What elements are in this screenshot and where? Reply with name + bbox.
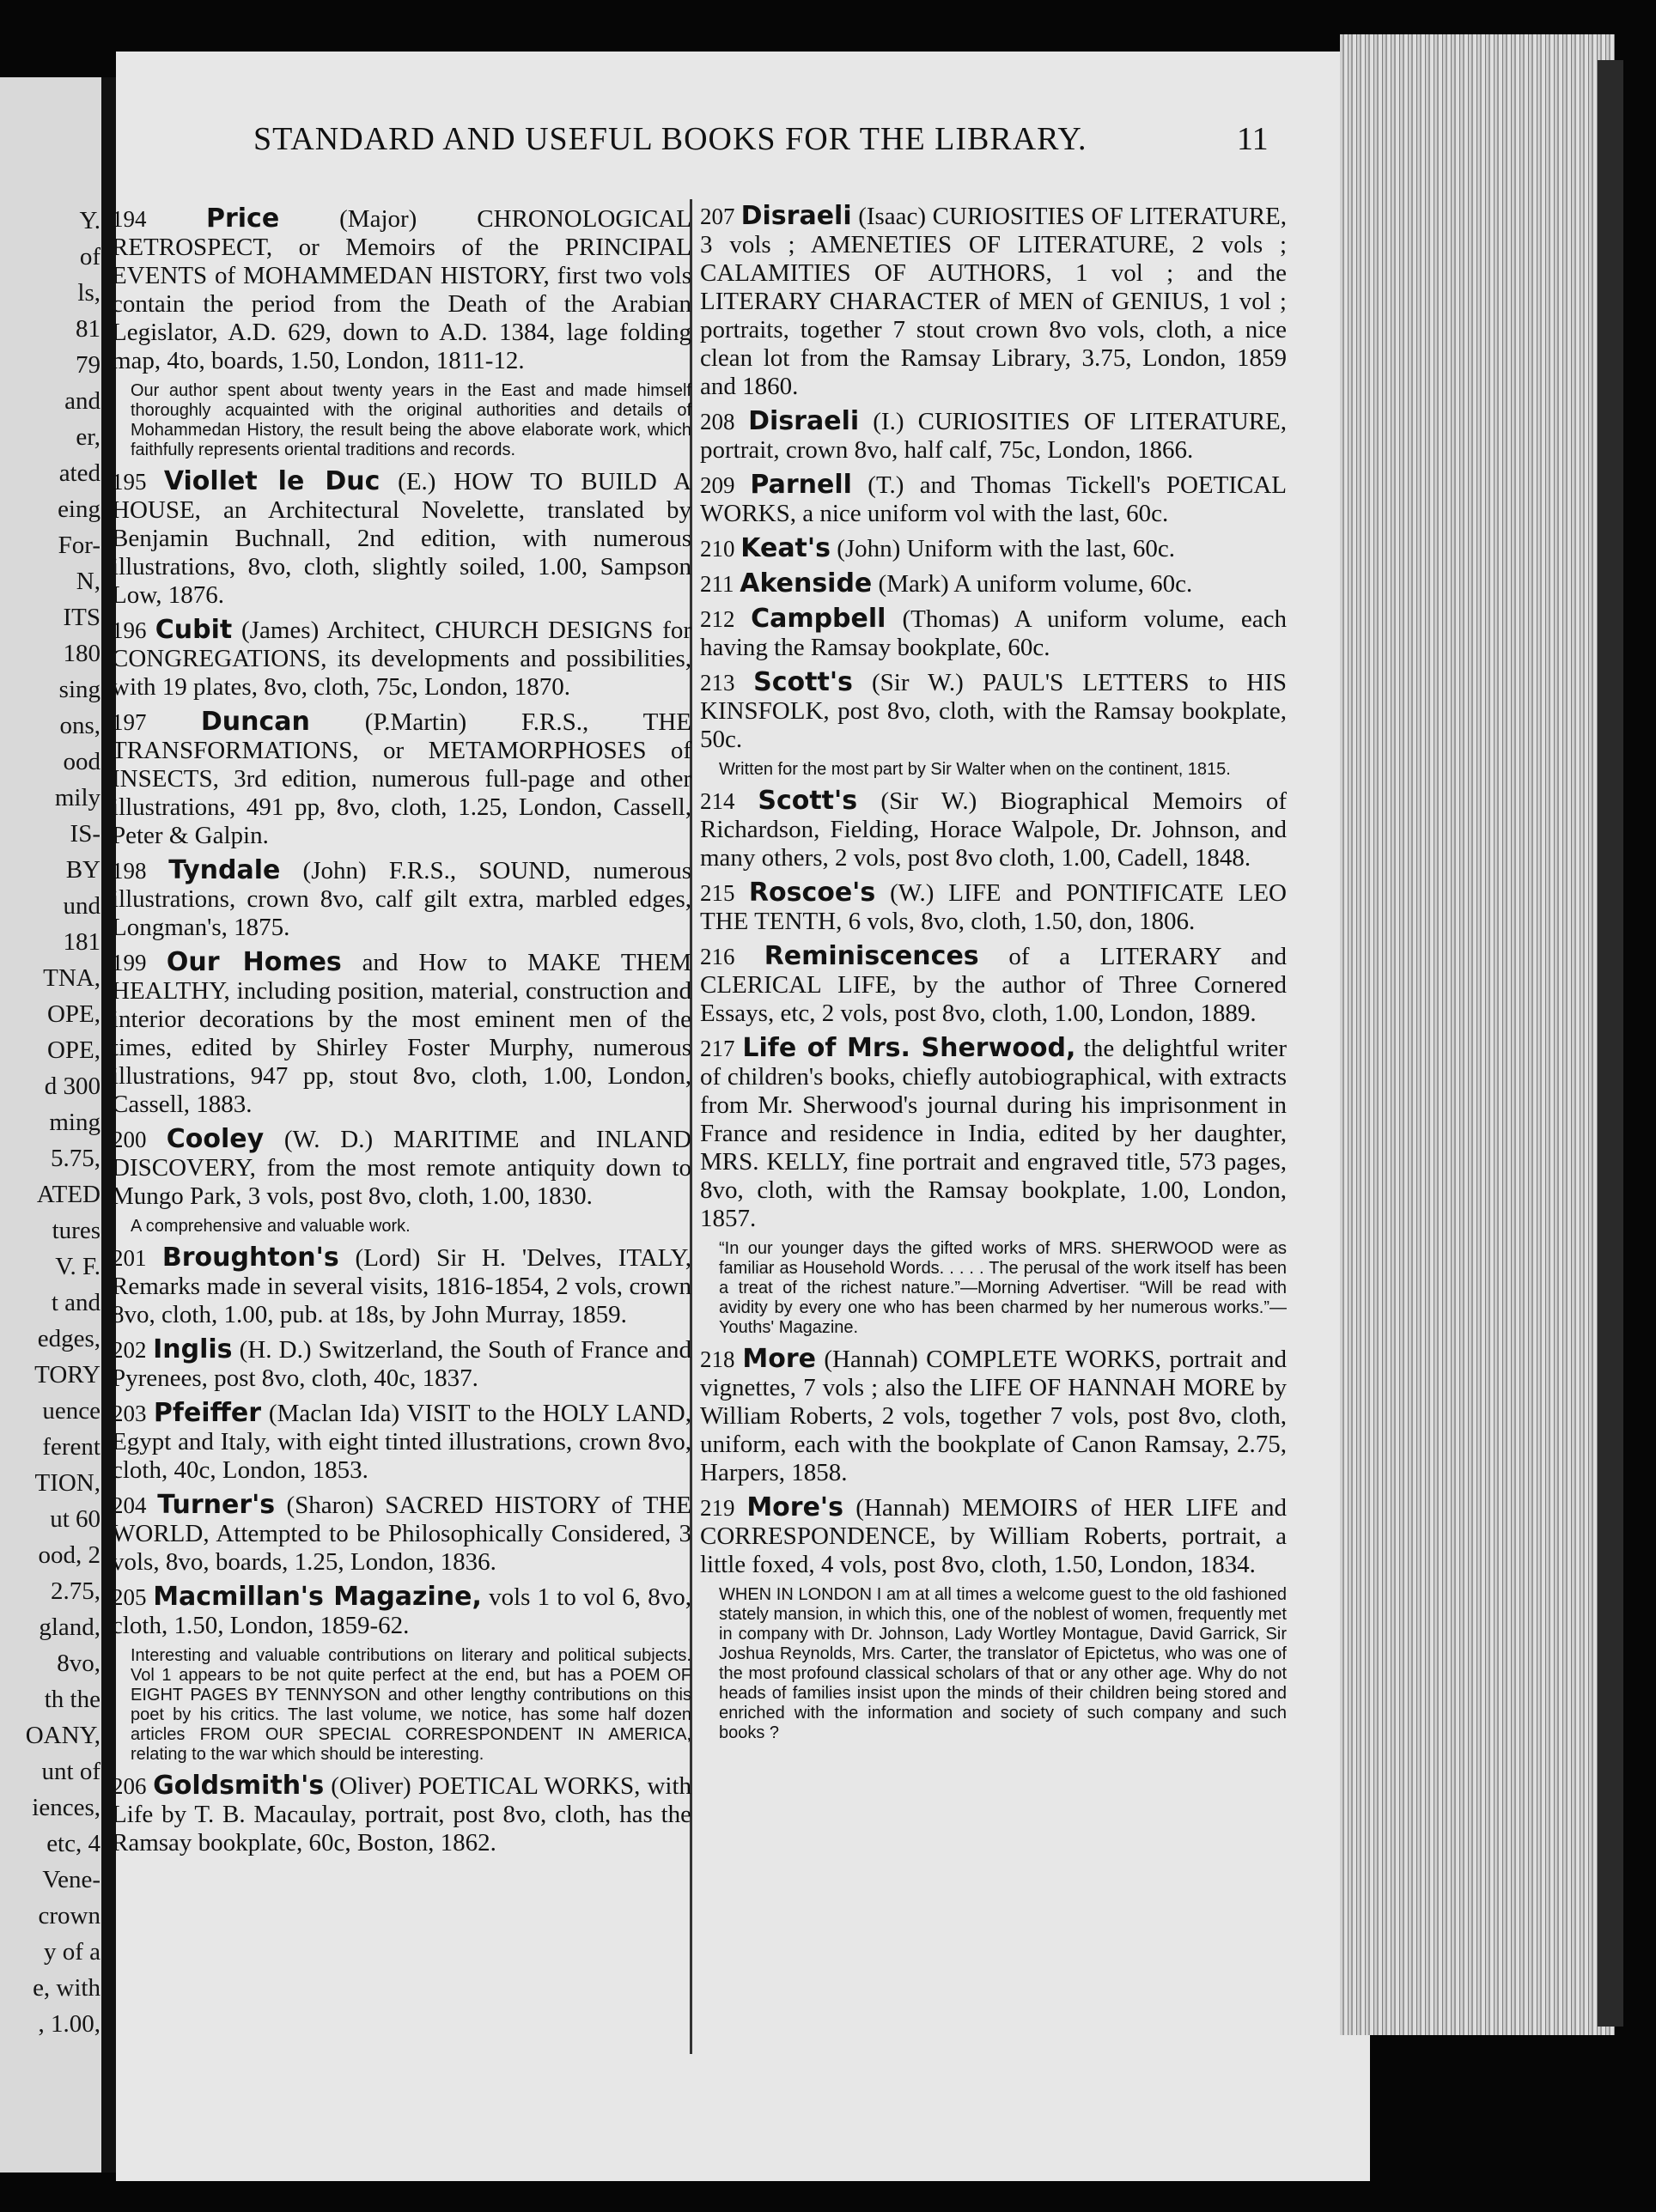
left-facing-page [0, 77, 107, 2172]
entry-description: (W.) LIFE and PONTIFICATE LEO THE TENTH, 6 vols, 8vo, cloth, 1.50, don, 1806. [700, 879, 1287, 935]
entry-number: 202 [112, 1337, 154, 1363]
left-page-fragment: ls, [77, 279, 100, 307]
catalog-entry [112, 948, 691, 1119]
entry-number: 215 [700, 880, 749, 906]
left-page-fragment: sing [58, 676, 100, 703]
catalog-entry [112, 856, 691, 942]
left-page-fragment: mily [54, 784, 100, 811]
left-page-fragment: eing [58, 495, 100, 523]
left-page-fragment: TORY [34, 1361, 100, 1389]
entry-author: Duncan [200, 707, 310, 737]
catalog-entry [700, 1034, 1287, 1233]
left-page-fragment: Y. [79, 207, 100, 234]
entry-description: (Sharon) SACRED HISTORY of THE WORLD, Attempted to be Philosophically Considered, 3 vols, 8vo, boards, 1.25, London, 1836. [112, 1492, 691, 1576]
entry-note: Our author spent about twenty years in the East and made himself thoroughly acquainted with the original authorities and details of Mohammedan History, the result being the above elaborate work, which faithfully represents oriental traditions and records. [131, 381, 691, 459]
entry-number: 217 [700, 1036, 743, 1061]
catalog-entry [112, 1335, 691, 1393]
catalog-entry [700, 942, 1287, 1028]
catalog-entry [112, 1583, 691, 1640]
entry-number: 197 [112, 709, 201, 735]
book-cover-edge [1598, 60, 1623, 2027]
entry-author: Scott's [753, 667, 853, 697]
left-page-fragment: edges, [37, 1325, 100, 1352]
entry-description: (Thomas) A uniform volume, each having the Ramsay bookplate, 60c. [700, 605, 1288, 661]
entry-author: Cubit [155, 615, 233, 645]
left-page-fragment: 81 [76, 315, 100, 343]
entry-number: 200 [112, 1127, 167, 1152]
catalog-entry [700, 668, 1287, 754]
entry-number: 213 [700, 670, 754, 696]
entry-author: Reminiscences [764, 941, 979, 971]
entry-number: 198 [112, 858, 169, 884]
entry-description: (W. D.) MARITIME and INLAND DISCOVERY, from the most remote antiquity down to Mungo Park, 3 vols, post 8vo, cloth, 1.00, 1830. [112, 1126, 691, 1210]
left-page-fragment: IS- [70, 820, 100, 848]
left-page-fragment: y of a [43, 1938, 100, 1966]
entry-number: 206 [112, 1773, 154, 1799]
entry-number: 207 [700, 204, 741, 229]
entry-description: (Maclan Ida) VISIT to the HOLY LAND, Egypt and Italy, with eight tinted illustrations, crown 8vo, cloth, 40c, London, 1853. [112, 1400, 692, 1484]
entry-author: Cooley [166, 1124, 265, 1154]
entry-author: Pfeiffer [153, 1398, 262, 1428]
catalog-entry [112, 1491, 691, 1577]
entry-number: 209 [700, 472, 751, 498]
entry-description: (Mark) A uniform volume, 60c. [872, 570, 1193, 598]
entry-number: 201 [112, 1245, 162, 1271]
left-page-fragment: BY [65, 856, 100, 884]
entry-author: Scott's [758, 786, 858, 816]
entry-number: 208 [700, 409, 749, 434]
left-page-fragment: tures [52, 1217, 100, 1244]
left-page-fragment: ons, [59, 712, 100, 739]
left-page-fragment: ated [58, 459, 100, 487]
entry-description: of a LITERARY and CLERICAL LIFE, by the author of Three Cornered Essays, etc, 2 vols, post 8vo, cloth, 1.00, London, 1889. [700, 943, 1287, 1027]
entry-author: Our Homes [166, 947, 342, 977]
page-header-title: STANDARD AND USEFUL BOOKS FOR THE LIBRARY. [253, 121, 1087, 157]
entry-description: (John) Uniform with the last, 60c. [830, 535, 1176, 562]
entry-description: (John) F.R.S., SOUND, numerous illustrations, crown 8vo, calf gilt extra, marbled edges, Longman's, 1875. [112, 857, 691, 941]
right-column [700, 202, 1287, 1750]
left-page-fragment: N, [76, 568, 100, 595]
left-page-fragment: t and [51, 1289, 100, 1316]
left-page-fragment: ut 60 [50, 1505, 100, 1533]
entry-author: Disraeli [748, 406, 860, 436]
left-page-fragment: ITS [63, 604, 100, 631]
entry-author: Price [205, 204, 280, 234]
entry-description: (Oliver) POETICAL WORKS, with Life by T. B. Macaulay, portrait, post 8vo, cloth, has the Ramsay bookplate, 60c, Boston, 1862. [112, 1772, 691, 1856]
entry-number: 204 [112, 1492, 158, 1518]
left-page-fragment: ood [63, 748, 100, 775]
entry-author: Life of Mrs. Sherwood, [742, 1033, 1076, 1063]
entry-description: (Sir W.) Biographical Memoirs of Richardson, Fielding, Horace Walpole, Dr. Johnson, and many others, 2 vols, post 8vo cloth, 1.00, Cadell, 1848. [700, 787, 1287, 872]
entry-description: vols 1 to vol 6, 8vo, cloth, 1.50, London, 1859-62. [112, 1583, 691, 1639]
entry-author: Roscoe's [748, 878, 876, 908]
left-page-fragment: 181 [63, 928, 100, 956]
entry-description: (Hannah) COMPLETE WORKS, portrait and vignettes, 7 vols ; also the LIFE OF HANNAH MORE by William Roberts, 2 vols, together 7 vols, post 8vo, cloth, uniform, each with the bookplate of Canon Ramsay, 2.75, Harpers, 1858. [700, 1346, 1287, 1486]
catalog-entry [112, 467, 691, 610]
entry-description: (Major) CHRONOLOGICAL RETROSPECT, or Memoirs of the PRINCIPAL EVENTS of MOHAMMEDAN HISTORY, first two vols contain the period from the Death of the Arabian Legislator, A.D. 629, down to A.D. 1384, lage folding map, 4to, boards, 1.50, London, 1811-12. [112, 205, 691, 374]
entry-number: 211 [700, 571, 740, 597]
entry-description: and How to MAKE THEM HEALTHY, including position, material, construction and interior decorations by the most eminent men of the times, edited by Shirley Foster Murphy, numerous illustrations, 947 pp, stout 8vo, cloth, 1.00, London, Cassell, 1883. [112, 949, 691, 1118]
entry-number: 199 [112, 950, 167, 975]
left-page-fragment: th the [44, 1686, 100, 1713]
left-page-fragment: 79 [76, 351, 100, 379]
entry-number: 214 [700, 788, 758, 814]
entry-number: 195 [112, 469, 164, 495]
left-page-fragment: , 1.00, [38, 2010, 100, 2038]
left-page-fragment: etc, 4 [46, 1830, 100, 1857]
catalog-entry [700, 407, 1287, 465]
catalog-entry [700, 605, 1287, 662]
entry-number: 210 [700, 536, 741, 562]
left-page-fragment: of [79, 243, 100, 270]
catalog-entry [112, 1771, 691, 1857]
entry-note: A comprehensive and valuable work. [131, 1217, 411, 1236]
catalog-entry [700, 878, 1287, 936]
entry-note: Written for the most part by Sir Walter when on the continent, 1815. [719, 760, 1231, 779]
left-page-fragment: OPE, [46, 1036, 100, 1064]
left-page-fragment: TNA, [43, 964, 100, 992]
entry-number: 216 [700, 944, 764, 969]
entry-description: (Isaac) CURIOSITIES OF LITERATURE, 3 vols ; AMENETIES OF LITERATURE, 2 vols ; CALAMITIES OF AUTHORS, 1 vol ; and the LITERARY CHARACTER of MEN of GENIUS, 1 vol ; portraits, together 7 stout crown 8vo vols, cloth, a nice clean lot from the Ramsay Library, 3.75, London, 1859 and 1860. [700, 203, 1288, 400]
entry-author: Tyndale [168, 855, 281, 885]
left-page-fragment: ATED [36, 1181, 100, 1208]
catalog-entry [700, 1493, 1287, 1579]
entry-author: Macmillan's Magazine, [153, 1582, 482, 1612]
left-page-fragment: d 300 [44, 1073, 100, 1100]
left-page-fragment: ood, 2 [38, 1541, 100, 1569]
entry-description: (Hannah) MEMOIRS of HER LIFE and CORRESPONDENCE, by William Roberts, portrait, a little foxed, 4 vols, post 8vo, cloth, 1.50, London, 1834. [700, 1494, 1288, 1578]
entry-description: (I.) CURIOSITIES OF LITERATURE, portrait, crown 8vo, half calf, 75c, London, 1866. [700, 408, 1288, 464]
catalog-entry [112, 708, 691, 850]
entry-description: (P.Martin) F.R.S., THE TRANSFORMATIONS, or METAMORPHOSES of INSECTS, 3rd edition, numerous full-page and other illustrations, 491 pp, 8vo, cloth, 1.25, London, Cassell, Peter & Galpin. [112, 708, 691, 849]
left-page-fragment: crown [38, 1902, 100, 1929]
entry-description: (T.) and Thomas Tickell's POETICAL WORKS, a nice uniform vol with the last, 60c. [700, 471, 1287, 527]
entry-description: (Sir W.) PAUL'S LETTERS to HIS KINSFOLK, post 8vo, cloth, with the Ramsay bookplate, 50c. [700, 669, 1288, 753]
catalog-entry [112, 616, 691, 702]
entry-note: WHEN IN LONDON I am at all times a welcome guest to the old fashioned stately mansion, in which this, one of the noblest of women, frequently met in company with Dr. Johnson, Lady Wortley Montague, David Garrick, Sir Joshua Reynolds, Mrs. Carter, the translator of Epictetus, who was one of the most profound classical scholars of that or any other age. Why do not heads of families insist upon the minds of their children being stored and enriched with the information and society of such company and such books ? [719, 1585, 1287, 1742]
left-page-fragment: unt of [41, 1758, 100, 1785]
left-page-fragment: Vene- [42, 1866, 100, 1893]
left-page-fragment: 2.75, [51, 1577, 100, 1605]
entry-author: More's [746, 1492, 843, 1522]
entry-author: Parnell [750, 470, 852, 500]
left-page-fragment: V. F. [55, 1253, 100, 1280]
entry-description: the delightful writer of children's books, chiefly autobiographical, with extracts from Mr. Sherwood's journal during his imprisonment in France and residence in India, edited by her daughter, MRS. KELLY, fine portrait and engraved title, 573 pages, 8vo, cloth, with the Ramsay bookplate, 1.00, London, 1857. [700, 1035, 1287, 1232]
left-page-fragment: 5.75, [51, 1145, 100, 1172]
entry-author: Akenside [740, 568, 873, 599]
entry-note: “In our younger days the gifted works of MRS. SHERWOOD were as familiar as Household Words. . . . . The perusal of the work itself has been a treat of the richest nature.”—Morning Advertiser. “Will be read with avidity by every one who has been charmed by her numerous works.”—Youths' Magazine. [719, 1239, 1287, 1337]
catalog-entry [112, 1399, 691, 1485]
entry-number: 205 [112, 1584, 154, 1610]
catalog-entry [700, 787, 1287, 872]
entry-number: 203 [112, 1401, 154, 1426]
left-page-fragment: OPE, [46, 1000, 100, 1028]
entry-author: Viollet le Duc [163, 466, 381, 496]
catalog-entry [112, 1243, 691, 1329]
entry-number: 212 [700, 606, 752, 632]
catalog-entry [112, 204, 691, 375]
page-number: 11 [1237, 121, 1269, 157]
entry-description: (E.) HOW TO BUILD A HOUSE, an Architectural Novelette, translated by Benjamin Buchnall, 2nd edition, with numerous illustrations, 8vo, cloth, slightly soiled, 1.00, Sampson Low, 1876. [112, 468, 691, 609]
left-page-fragment: TION, [34, 1469, 100, 1497]
catalog-entry [700, 471, 1287, 528]
left-page-fragment: iences, [32, 1794, 100, 1821]
entry-description: (H. D.) Switzerland, the South of France and Pyrenees, post 8vo, cloth, 40c, 1837. [112, 1336, 691, 1392]
entry-description: (James) Architect, CHURCH DESIGNS for CONGREGATIONS, its developments and possibilities, with 19 plates, 8vo, cloth, 75c, London, 1870. [112, 617, 691, 701]
left-page-fragment: For- [58, 532, 100, 559]
left-page-fragment: gland, [39, 1613, 100, 1641]
catalog-entry [700, 534, 1287, 563]
catalog-entry [700, 1345, 1287, 1487]
entry-number: 219 [700, 1495, 747, 1521]
entry-number: 194 [112, 206, 206, 232]
entry-number: 196 [112, 617, 155, 643]
entry-author: Goldsmith's [153, 1771, 325, 1801]
entry-description: (Lord) Sir H. 'Delves, ITALY, Remarks made in several visits, 1816-1854, 2 vols, crown 8vo, cloth, 1.00, pub. at 18s, by John Murray, 1859. [112, 1244, 692, 1328]
left-page-fragment: 180 [63, 640, 100, 667]
page-edges [1340, 34, 1615, 2035]
left-column [112, 204, 691, 1863]
left-page-fragment: ferent [42, 1433, 100, 1461]
left-page-fragment: uence [42, 1397, 100, 1425]
entry-author: Turner's [157, 1490, 276, 1520]
left-page-fragment: und [63, 892, 100, 920]
entry-author: Campbell [751, 604, 886, 634]
left-page-fragment: er, [76, 423, 100, 451]
entry-author: Inglis [153, 1334, 233, 1364]
entry-author: Broughton's [161, 1243, 339, 1273]
catalog-entry [700, 569, 1287, 599]
entry-author: More [742, 1344, 816, 1374]
left-page-fragment: ming [49, 1109, 100, 1136]
left-page-fragment: and [64, 387, 100, 415]
entry-author: Keat's [740, 533, 831, 563]
left-page-fragment: e, with [33, 1974, 100, 2002]
entry-author: Disraeli [740, 201, 852, 231]
left-page-fragment: 8vo, [57, 1650, 100, 1677]
entry-number: 218 [700, 1346, 743, 1372]
catalog-entry [112, 1125, 691, 1211]
left-page-fragment: OANY, [25, 1722, 100, 1749]
catalog-entry [700, 202, 1287, 401]
entry-note: Interesting and valuable contributions on literary and political subjects. Vol 1 appears to be not quite perfect at the end, but has a POEM OF EIGHT PAGES BY TENNYSON and other lengthy contributions on this poet by his critics. The last volume, we notice, has some half dozen articles FROM OUR SPECIAL CORRESPONDENT IN AMERICA, relating to the war which should be interesting. [131, 1646, 691, 1764]
